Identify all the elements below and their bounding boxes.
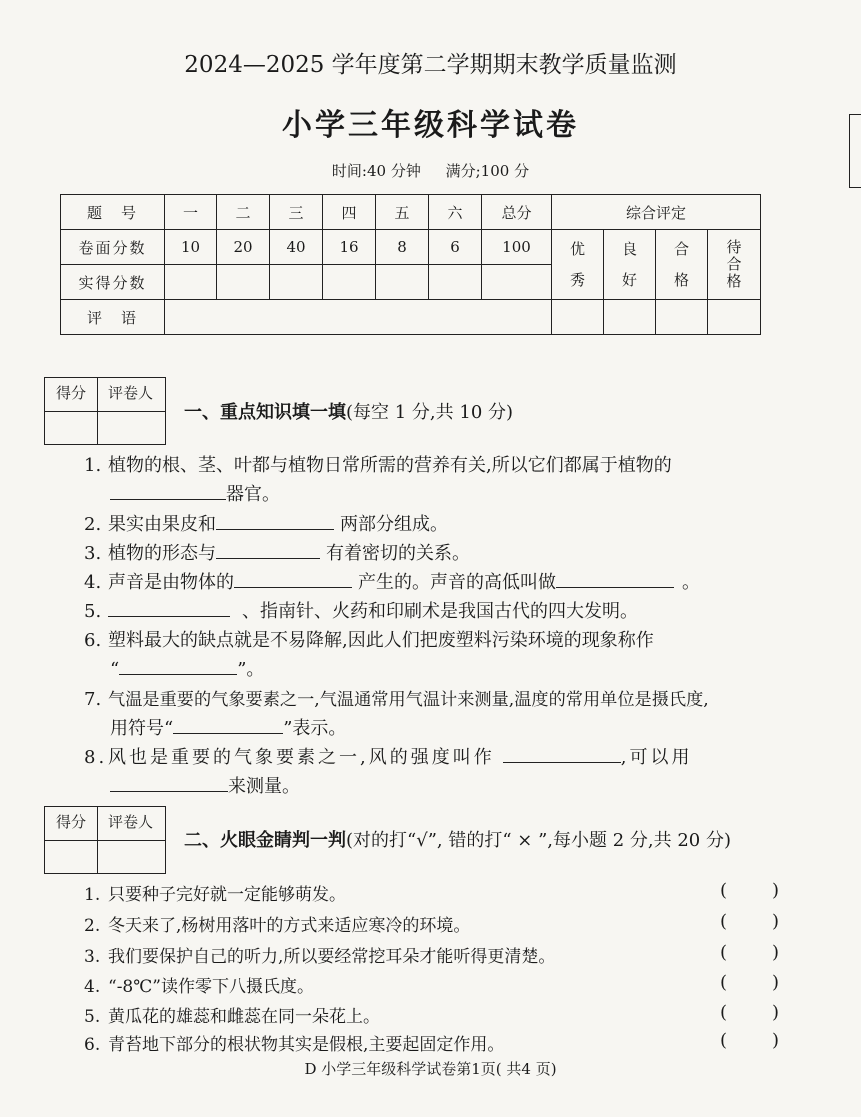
question-text: 器官。: [226, 484, 280, 505]
answer-paren[interactable]: ( ): [720, 942, 780, 963]
question-text: 植物的根、茎、叶都与植物日常所需的营养有关,所以它们都属于植物的: [108, 455, 672, 476]
question-3: 3. 植物的形态与 有着密切的关系。: [84, 540, 784, 568]
actual-score-cell[interactable]: [165, 265, 217, 300]
eval-pass: [656, 230, 708, 300]
section-2-rules: (对的打“√”, 错的打“ × ”,每小题 2 分,共 20 分): [346, 830, 731, 851]
question-text: 、指南针、火药和印刷术是我国古代的四大发明。: [242, 601, 638, 622]
answer-paren[interactable]: ( ): [720, 880, 780, 901]
row-label: 实得分数: [61, 265, 165, 300]
table-row: [61, 300, 761, 335]
judge-item-5: 5. 黄瓜花的雄蕊和雌蕊在同一朵花上。: [84, 1007, 380, 1027]
judge-text: 青苔地下部分的根状物其实是假根,主要起固定作用。: [108, 1035, 505, 1055]
answer-paren[interactable]: ( ): [720, 1030, 780, 1051]
grader-label: 评卷人: [107, 384, 153, 402]
exam-time: 时间:40 分钟: [331, 162, 421, 180]
eval-char: 好: [621, 270, 637, 289]
eval-cell[interactable]: [552, 300, 604, 335]
question-8-cont: [110, 773, 300, 801]
column-header: 二: [217, 195, 270, 230]
question-text: 塑料最大的缺点就是不易降解,因此人们把废塑料污染环境的现象称作: [108, 630, 654, 651]
question-text: 气温是重要的气象要素之一,气温通常用气温计来测量,温度的常用单位是摄氏度,: [108, 690, 709, 710]
face-score: 8: [376, 230, 429, 265]
answer-blank[interactable]: [110, 481, 226, 500]
question-6: 6. 塑料最大的缺点就是不易降解,因此人们把废塑料污染环境的现象称作: [84, 630, 654, 651]
question-text: 用符号“: [110, 718, 174, 739]
score-label: 得分: [45, 807, 98, 840]
question-text: ,可以用: [620, 747, 693, 768]
eval-excellent: [552, 230, 604, 300]
eval-char: 格: [673, 270, 689, 289]
judge-item-2: 2. 冬天来了,杨树用落叶的方式来适应寒冷的环境。: [84, 916, 471, 936]
judge-text: 只要种子完好就一定能够萌发。: [108, 885, 346, 905]
eval-char: 合: [726, 255, 742, 273]
question-text: 有着密切的关系。: [326, 543, 470, 564]
question-text: 来测量。: [228, 776, 300, 797]
question-2: 2. 果实由果皮和 两部分组成。: [84, 511, 784, 539]
judge-item-3: 3. 我们要保护自己的听力,所以要经常挖耳朵才能听得更清楚。: [84, 947, 556, 967]
grader-box: [44, 806, 166, 874]
eval-cell[interactable]: [708, 300, 761, 335]
grader-label: 评卷人: [107, 813, 153, 831]
answer-blank[interactable]: [234, 569, 352, 588]
question-text: 植物的形态与: [108, 543, 216, 564]
grader-box: [44, 377, 166, 445]
eval-char: 良: [621, 239, 637, 258]
eval-cell[interactable]: [604, 300, 656, 335]
row-label: 题 号: [61, 195, 165, 230]
question-7: 7. 气温是重要的气象要素之一,气温通常用气温计来测量,温度的常用单位是摄氏度,: [84, 689, 709, 710]
quote-mark: “: [110, 659, 120, 680]
column-header: 总分: [482, 195, 552, 230]
question-6-cont: [110, 656, 264, 684]
eval-good: [604, 230, 656, 300]
answer-blank[interactable]: [216, 540, 320, 559]
question-7-cont: [110, 715, 346, 743]
score-table: [60, 194, 761, 335]
comment-cell[interactable]: [165, 300, 552, 335]
answer-blank[interactable]: [110, 773, 228, 792]
face-score: 6: [429, 230, 482, 265]
section-2-title: [184, 826, 731, 852]
actual-score-cell[interactable]: [217, 265, 270, 300]
judge-item-1: 1. 只要种子完好就一定能够萌发。: [84, 885, 346, 905]
eval-cell[interactable]: [656, 300, 708, 335]
answer-paren[interactable]: ( ): [720, 1002, 780, 1023]
judge-item-6: 6. 青苔地下部分的根状物其实是假根,主要起固定作用。: [84, 1035, 505, 1055]
evaluation-title: 综合评定: [552, 195, 761, 230]
eval-char: 格: [726, 272, 742, 290]
judge-text: 冬天来了,杨树用落叶的方式来适应寒冷的环境。: [108, 916, 471, 936]
eval-to-pass: [708, 230, 761, 300]
row-label: 评 语: [61, 300, 165, 335]
exam-info: [0, 160, 861, 181]
question-text: 声音是由物体的: [108, 572, 234, 593]
question-text: ”表示。: [283, 718, 347, 739]
judge-item-4: 4. “-8℃”读作零下八摄氏度。: [84, 977, 314, 997]
question-1: 1. 植物的根、茎、叶都与植物日常所需的营养有关,所以它们都属于植物的: [84, 455, 672, 476]
page-footer: D 小学三年级科学试卷第1页( 共4 页): [304, 1060, 557, 1078]
answer-blank[interactable]: [108, 598, 230, 617]
question-8: 8.风也是重要的气象要素之一,风的强度叫作 ,可以用: [84, 744, 784, 772]
face-score: 100: [482, 230, 552, 265]
column-header: 一: [165, 195, 217, 230]
judge-text: 我们要保护自己的听力,所以要经常挖耳朵才能听得更清楚。: [108, 947, 556, 967]
eval-char: 秀: [569, 270, 585, 289]
exam-full-score: 满分;100 分: [445, 162, 530, 180]
judge-text: “-8℃”读作零下八摄氏度。: [108, 977, 314, 997]
section-1-heading: 一、重点知识填一填: [184, 402, 346, 423]
answer-blank[interactable]: [216, 511, 334, 530]
actual-score-cell[interactable]: [429, 265, 482, 300]
face-score: 10: [165, 230, 217, 265]
actual-score-cell[interactable]: [270, 265, 323, 300]
column-header: 三: [270, 195, 323, 230]
edge-mark: [849, 114, 861, 188]
section-1-rules: (每空 1 分,共 10 分): [346, 402, 514, 423]
row-label: 卷面分数: [61, 230, 165, 265]
face-score: 40: [270, 230, 323, 265]
actual-score-cell[interactable]: [482, 265, 552, 300]
column-header: 五: [376, 195, 429, 230]
answer-paren[interactable]: ( ): [720, 972, 780, 993]
answer-blank[interactable]: [119, 656, 237, 675]
eval-char: 优: [569, 239, 585, 258]
face-score: 16: [323, 230, 376, 265]
actual-score-cell[interactable]: [376, 265, 429, 300]
question-1-cont: [110, 481, 280, 509]
table-row: [61, 230, 761, 265]
quote-mark: ”。: [237, 659, 265, 680]
section-1-title: [184, 398, 513, 424]
question-text: 两部分组成。: [340, 514, 448, 535]
answer-blank[interactable]: [556, 569, 674, 588]
table-row: [61, 195, 761, 230]
answer-blank[interactable]: [173, 715, 283, 734]
answer-blank[interactable]: [503, 744, 621, 763]
question-4: 4. 声音是由物体的 产生的。声音的高低叫做 。: [84, 569, 784, 597]
question-5: 5. 、指南针、火药和印刷术是我国古代的四大发明。: [84, 598, 784, 626]
judge-text: 黄瓜花的雄蕊和雌蕊在同一朵花上。: [108, 1007, 380, 1027]
score-label: 得分: [45, 378, 98, 411]
section-2-heading: 二、火眼金睛判一判: [184, 830, 346, 851]
column-header: 四: [323, 195, 376, 230]
eval-char: 待: [726, 238, 742, 256]
answer-paren[interactable]: ( ): [720, 911, 780, 932]
column-header: 六: [429, 195, 482, 230]
term-title: 2024—2025 学年度第二学期期末教学质量监测: [184, 52, 677, 78]
face-score: 20: [217, 230, 270, 265]
question-text: 产生的。声音的高低叫做: [358, 572, 556, 593]
question-text: 风也是重要的气象要素之一,风的强度叫作: [108, 747, 495, 768]
question-text: 。: [682, 572, 700, 593]
question-text: 果实由果皮和: [108, 514, 216, 535]
eval-char: 合: [673, 239, 689, 258]
actual-score-cell[interactable]: [323, 265, 376, 300]
exam-title: 小学三年级科学试卷: [282, 108, 579, 143]
